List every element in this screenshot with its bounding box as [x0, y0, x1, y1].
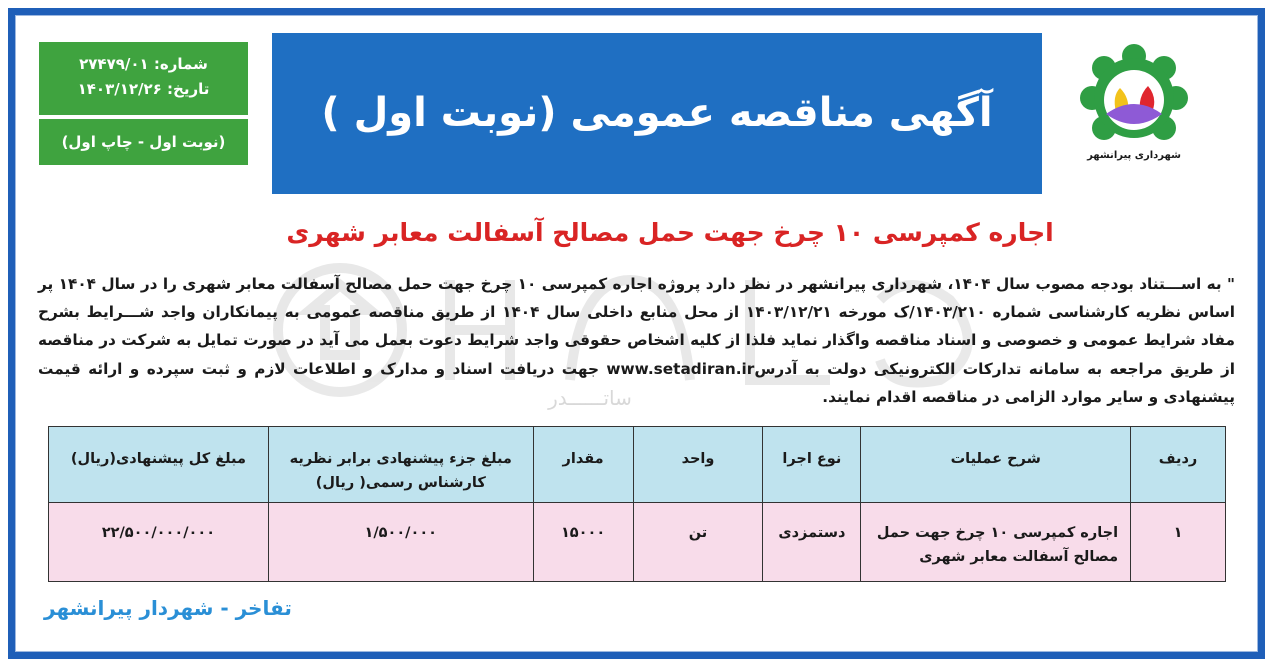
col-header-description: شرح عملیات — [861, 427, 1131, 503]
cell-execution-type: دستمزدی — [763, 503, 861, 582]
signature: تفاخر - شهردار پیرانشهر — [44, 596, 292, 620]
table-header-row — [49, 427, 1226, 503]
notice-body — [38, 270, 1235, 411]
setadiran-url-link[interactable]: www.setadiran.ir — [606, 359, 755, 378]
col-header-unit-price: مبلغ جزء پیشنهادی برابر نظریه کارشناس رسمی( ریال) — [268, 427, 533, 503]
cell-quantity: ۱۵۰۰۰ — [533, 503, 633, 582]
notice-subtitle: اجاره کمپرسی ۱۰ چرخ جهت حمل مصالح آسفالت معابر شهری — [286, 218, 1054, 247]
cell-row: ۱ — [1131, 503, 1226, 582]
table-row — [49, 503, 1226, 582]
col-header-row: ردیف — [1131, 427, 1226, 503]
round-label: (نوبت اول - چاپ اول) — [39, 119, 248, 165]
watermark-text: ساتــــــدر — [548, 386, 632, 410]
col-header-unit: واحد — [633, 427, 763, 503]
col-header-quantity: مقدار — [533, 427, 633, 503]
cell-description: اجاره کمپرسی ۱۰ چرخ جهت حمل مصالح آسفالت معابر شهری — [861, 503, 1131, 582]
page-title: آگهی مناقصه عمومی (نوبت اول ) — [272, 33, 1042, 194]
reference-date: تاریخ: ۱۴۰۳/۱۲/۲۶ — [77, 80, 210, 98]
cell-unit-price: ۱/۵۰۰/۰۰۰ — [268, 503, 533, 582]
reference-number: شماره: ۲۷۴۷۹/۰۱ — [79, 55, 208, 73]
notice-body-part2: جهت دریافت اسناد و مدارک و اطلاعات لازم و ثبت سپرده و ارائه قیمت پیشنهادی و سایر موارد الزامی در مناقصه اقدام نمایند. — [38, 359, 1235, 406]
notice-body-part1: " به اســـتناد بودجه مصوب سال ۱۴۰۴، شهرداری پیرانشهر در نظر دارد پروژه اجاره کمپرسی ۱۰ چرخ جهت حمل مصالح آسفالت معابر شهری را در سال ۱۴۰۴ پر اساس نظریه کارشناسی شماره ۱۴۰۳/۲۱۰/ک مورخه ۱۴۰۳/۱۲/۲۱ از محل منابع داخلی سال ۱۴۰۴ از طریق مناقصه عمومی به پیمانکاران واجد شـــرایط بشرح مفاد شرایط عمومی و خصوصی و اسناد مناقصه واگذار نماید فلذا از کلیه اشخاص حقوقی واجد شرایط دعوت بعمل می آید در صورت تمایل به شرکت در مناقصه از طریق مراجعه به سامانه تدارکات الکترونیکی دولت به آدرس — [38, 275, 1236, 378]
operations-table — [48, 426, 1226, 582]
cell-unit: تن — [633, 503, 763, 582]
logo-caption: شهرداری پیرانشهر — [1087, 150, 1181, 161]
cell-total-price: ۲۲/۵۰۰/۰۰۰/۰۰۰ — [49, 503, 269, 582]
col-header-execution-type: نوع اجرا — [763, 427, 861, 503]
reference-info-box — [39, 42, 248, 115]
col-header-total-price: مبلغ کل پیشنهادی(ریال) — [49, 427, 269, 503]
